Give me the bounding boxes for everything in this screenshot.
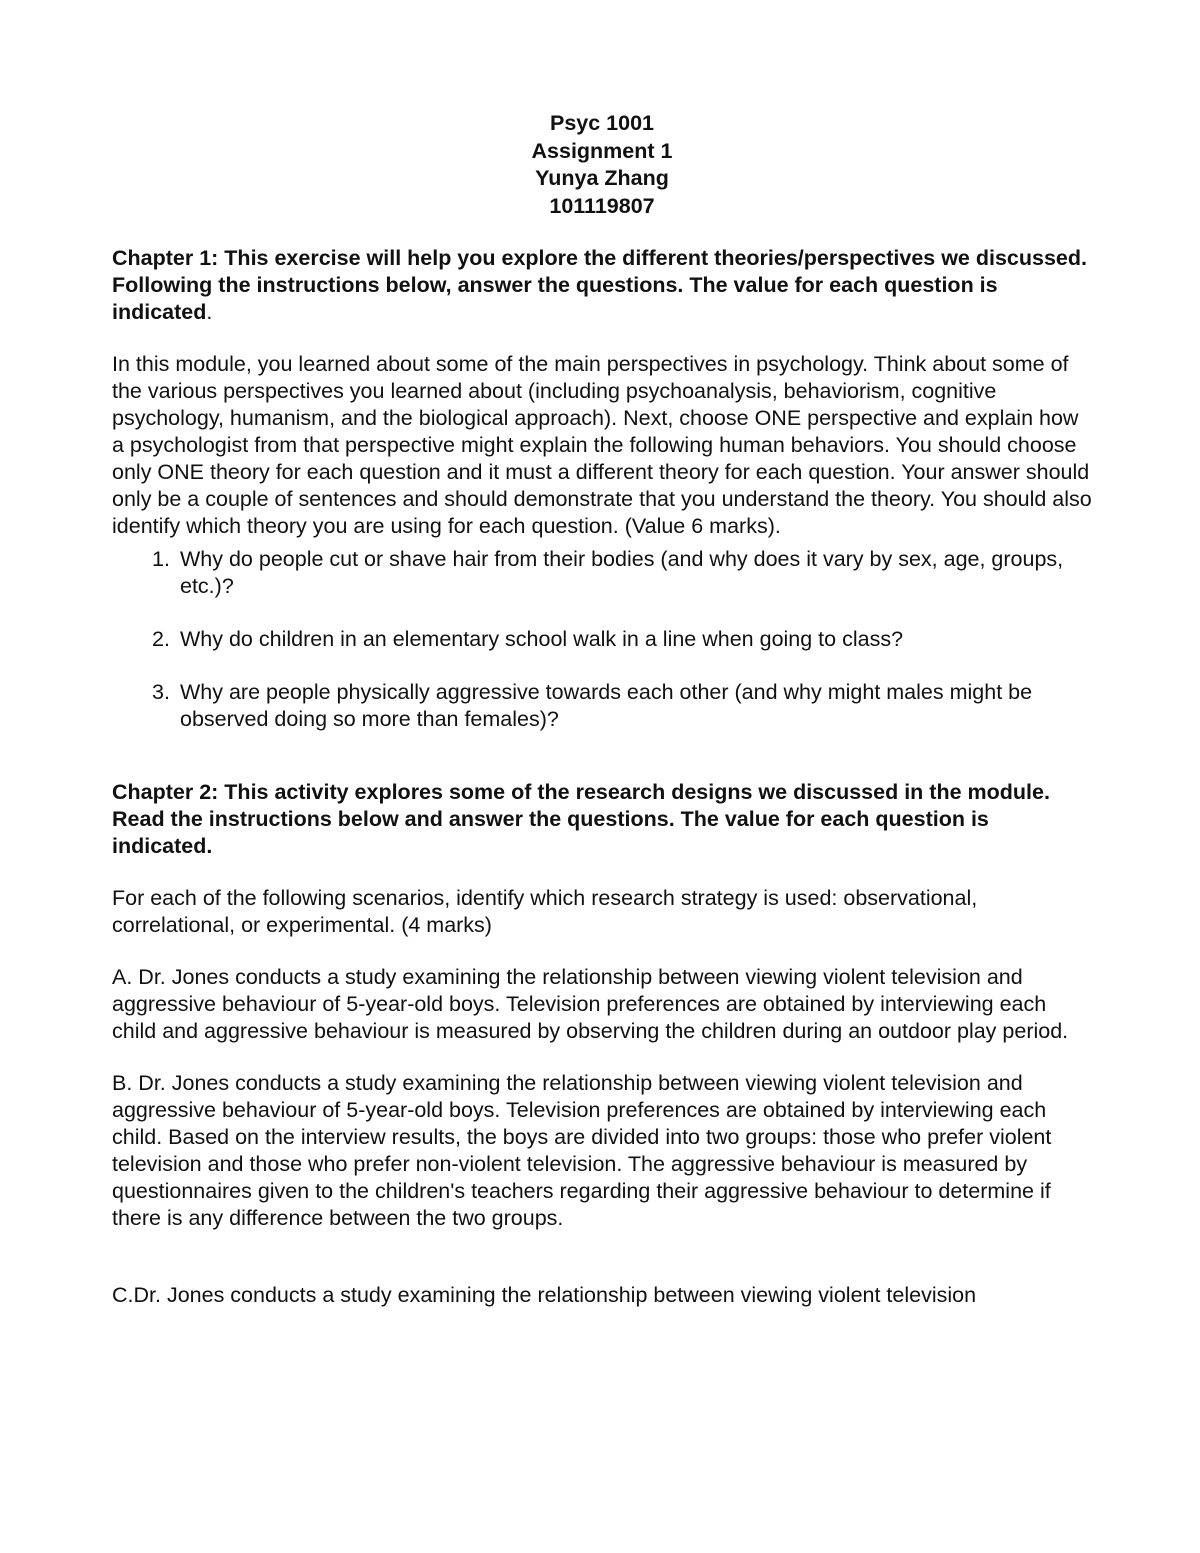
document-page xyxy=(112,110,1092,1334)
chapter-1-questions xyxy=(112,546,1092,733)
scenario-a: A. Dr. Jones conducts a study examining the relationship between viewing violent television and aggressive behaviour of 5-year-old boys. Television preferences are obtained by interviewing each child and aggressive behaviour is measured by observing the children during an outdoor play period. xyxy=(112,965,1069,1043)
question-number: 3. xyxy=(152,680,170,704)
chapter-2-heading: Chapter 2: This activity explores some of the research designs we discussed in the module. Read the instructions below and answer the questions. The value for each question is indicated. xyxy=(112,780,1050,858)
chapter-1-instructions: In this module, you learned about some of the main perspectives in psychology. Think about some of the various perspectives you learned about (including psychoanalysis, behaviorism, cognitive psychology, humanism, and the biological approach). Next, choose ONE perspective and explain how a psychologist from that perspective might explain the following human behaviors. You should choose only ONE theory for each question and it must a different theory for each question. Your answer should only be a couple of sentences and should demonstrate that you understand the theory. You should also identify which theory you are using for each question. (Value 6 marks). xyxy=(112,352,1092,538)
chapter-1-heading-text: Chapter 1: This exercise will help you explore the different theories/perspectives we discussed. Following the instructions below, answer the questions. The value for each question is indicated xyxy=(112,246,1087,324)
scenario-b: B. Dr. Jones conducts a study examining the relationship between viewing violent television and aggressive behaviour of 5-year-old boys. Television preferences are obtained by interviewing each child. Based on the interview results, the boys are divided into two groups: those who prefer violent television and those who prefer non-violent television. The aggressive behaviour is measured by questionnaires given to the children's teachers regarding their aggressive behaviour to determine if there is any difference between the two groups. xyxy=(112,1071,1052,1230)
student-name: Yunya Zhang xyxy=(535,166,669,190)
chapter-1-heading-trail: . xyxy=(206,300,213,324)
chapter-1-heading xyxy=(112,245,1092,326)
question-text: Why do children in an elementary school walk in a line when going to class? xyxy=(180,627,904,651)
question-number: 1. xyxy=(152,547,170,571)
question-item xyxy=(112,626,1092,653)
question-text: Why are people physically aggressive towards each other (and why might males might be observed doing so more than females)? xyxy=(180,680,1033,731)
document-header xyxy=(112,110,1092,220)
question-text: Why do people cut or shave hair from their bodies (and why does it vary by sex, age, groups, etc.)? xyxy=(180,547,1064,598)
scenario-c: C.Dr. Jones conducts a study examining the relationship between viewing violent television xyxy=(112,1283,977,1307)
question-number: 2. xyxy=(152,627,170,651)
question-item xyxy=(112,679,1092,733)
question-item xyxy=(112,546,1092,600)
assignment-title: Assignment 1 xyxy=(531,138,673,163)
student-id: 101119807 xyxy=(549,193,655,218)
chapter-2-instructions: For each of the following scenarios, identify which research strategy is used: observational, correlational, or experimental. (4 marks) xyxy=(112,886,978,937)
course-code: Psyc 1001 xyxy=(549,111,654,135)
